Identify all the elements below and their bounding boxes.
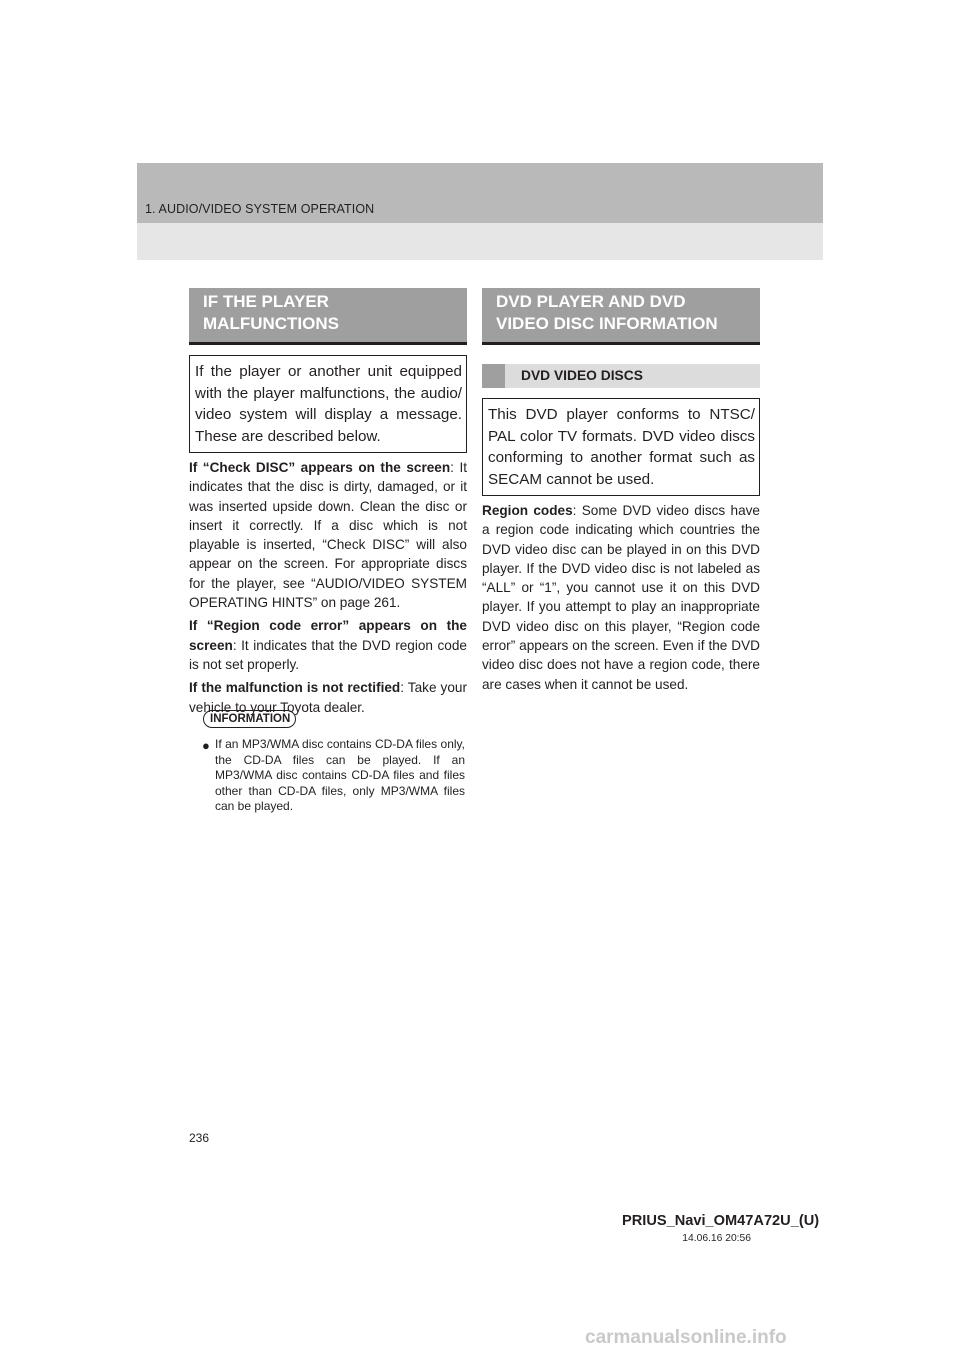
header-top-bar xyxy=(137,163,823,223)
document-date: 14.06.16 20:56 xyxy=(682,1233,751,1244)
section-title: 1. AUDIO/VIDEO SYSTEM OPERATION xyxy=(145,202,375,216)
right-column xyxy=(482,288,760,698)
intro-box: If the player or another unit equipped with the player malfunctions, the audio/ video system will display a message. These are described below. xyxy=(189,355,467,453)
check-disc-text: : It indicates that the disc is dirty, damaged, or it was inserted upside down. Clean the disc or insert it correctly. If a disc which is not playable is inserted, “Check DISC” will also appear on the screen. For appropriate discs for the player, see “AUDIO/VIDEO SYSTEM OPERATING HINTS” on page 261. xyxy=(189,460,468,611)
information-badge: INFORMATION xyxy=(203,710,296,728)
heading-line-2: MALFUNCTIONS xyxy=(203,314,339,333)
information-text: If an MP3/WMA disc contains CD-DA files only, the CD-DA files can be played. If an MP3/WMA disc contains CD-DA files and files other than CD-DA files, only MP3/WMA files can be played. xyxy=(215,737,465,814)
heading-line-1: DVD PLAYER AND DVD xyxy=(496,292,686,311)
subheading-label: DVD VIDEO DISCS xyxy=(521,368,643,383)
region-codes-lead: Region codes xyxy=(482,503,573,518)
region-codes-text: : Some DVD video discs have a region code indicating which countries the DVD video disc can be played in on this DVD player. If the DVD video disc is not labeled as “ALL” or “1”, you cannot use it on this DVD player. If you attempt to play an inappropriate DVD video disc on this player, “Region code error” appears on the screen. Even if the DVD video disc does not have a region code, there are cases when it cannot be used. xyxy=(482,503,760,692)
region-codes-paragraph xyxy=(482,501,760,694)
dvd-video-discs-subheading xyxy=(482,364,760,388)
ntsc-box: This DVD player conforms to NTSC/ PAL color TV formats. DVD video discs conforming to another format such as SECAM cannot be used. xyxy=(482,398,760,496)
check-disc-lead: If “Check DISC” appears on the screen xyxy=(189,460,451,475)
region-error-lead: If “Region code error” appears on the screen xyxy=(189,618,467,653)
left-column xyxy=(189,288,467,721)
region-error-paragraph xyxy=(189,616,467,674)
page-number: 236 xyxy=(189,1131,210,1145)
dvd-info-heading xyxy=(482,288,760,345)
heading-line-2: VIDEO DISC INFORMATION xyxy=(496,314,718,333)
information-item xyxy=(203,737,465,815)
subheading-square-icon xyxy=(482,364,505,388)
heading-line-1: IF THE PLAYER xyxy=(203,292,329,311)
not-rectified-lead: If the malfunction is not rectified xyxy=(189,680,401,696)
header-band xyxy=(137,163,823,260)
region-error-text: : It indicates that the DVD region code is not set properly. xyxy=(189,637,467,672)
malfunction-heading xyxy=(189,288,467,345)
malfunction-body xyxy=(189,458,467,717)
information-note xyxy=(203,709,465,815)
watermark: carmanualsonline.info xyxy=(585,1327,787,1348)
check-disc-paragraph xyxy=(189,458,467,612)
not-rectified-text: : Take your vehicle to your Toyota dealer. xyxy=(189,680,467,715)
document-code: PRIUS_Navi_OM47A72U_(U) xyxy=(622,1213,820,1229)
bullet-icon: ● xyxy=(202,738,210,753)
region-codes-body xyxy=(482,501,760,694)
